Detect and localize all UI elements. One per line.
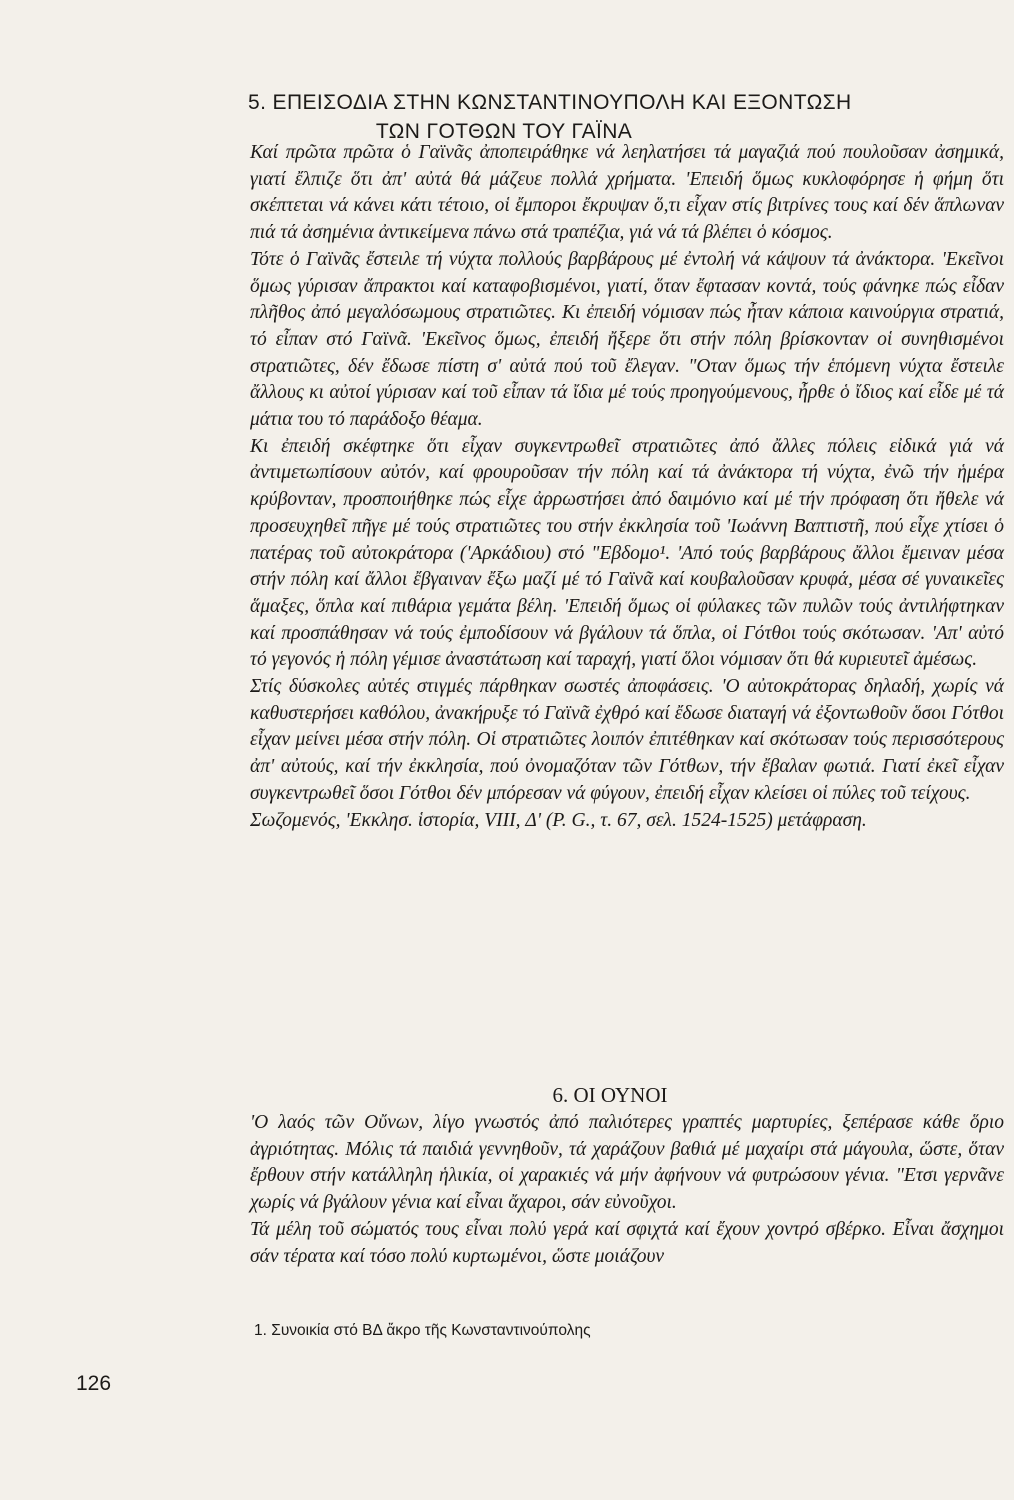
footnote: 1. Συνοικία στό ΒΔ ἄκρο τῆς Κωνσταντινούπολης: [254, 1322, 591, 1339]
section-5-title-line-1: 5. ΕΠΕΙΣΟΔΙΑ ΣΤΗΝ ΚΩΝΣΤΑΝΤΙΝΟΥΠΟΛΗ ΚΑΙ ΕΞΟΝΤΩΣΗ: [248, 91, 852, 114]
section-6-title: 6. ΟΙ ΟΥΝΟΙ: [552, 1083, 668, 1107]
section-6-body: 'Ο λαός τῶν Οὔνων, λίγο γνωστός ἀπό παλιότερες γραπτές μαρτυρίες, ξεπέρασε κάθε ὅριο ἀγριότητας. Μόλις τά παιδιά γεννηθοῦν, τά χαράζουν βαθιά μέ μαχαίρι στά μάγουλα, ὥστε, ὅταν ἔρθουν στήν κατάλληλη ἡλικία, οἱ χαρακιές νά μήν ἀφήνουν νά φυτρώσουν γένια. "Ετσι γερνᾶνε χωρίς νά βγάλουν γένια καί εἶναι ἄχαροι, σάν εὐνοῦχοι. Τά μέλη τοῦ σώματός τους εἶναι πολύ γερά καί σφιχτά καί ἔχουν χοντρό σβέρκο. Εἶναι ἄσχημοι σάν τέρατα καί τόσο πολύ κυρτωμένοι, ὥστε μοιάζουν: [250, 1112, 1004, 1267]
section-5-body: Καί πρῶτα πρῶτα ὁ Γαϊνᾶς ἀποπειράθηκε νά λεηλατήσει τά μαγαζιά πού πουλοῦσαν ἀσημικά, γιατί ἔλπιζε ὅτι ἀπ' αὐτά θά μάζευε πολλά χρήματα. 'Επειδή ὅμως κυκλοφόρησε ἡ φήμη ὅτι σκέπτεται νά κάνει κάτι τέτοιο, οἱ ἔμποροι ἔκρυψαν ὅ,τι εἶχαν στίς βιτρίνες τους καί δέν ἅπλωναν πιά τά ἀσημένια ἀντικείμενα πάνω στά τραπέζια, γιά νά τά βλέπει ὁ κόσμος. Τότε ὁ Γαϊνᾶς ἔστειλε τή νύχτα πολλούς βαρβάρους μέ ἐντολή νά κάψουν τά ἀνάκτορα. 'Εκεῖνοι ὅμως γύρισαν ἄπρακτοι καί καταφοβισμένοι, γιατί, ὅταν ἔφτασαν κοντά, τούς φάνηκε πώς εἶδαν πλῆθος ἀπό μεγαλόσωμους στρατιῶτες. Κι ἐπειδή νόμισαν πώς ἦταν κάποια καινούργια στρατιά, τό εἶπαν στό Γαϊνᾶ. 'Εκεῖνος ὅμως, ἐπειδή ἤξερε ὅτι στήν πόλη βρίσκονταν οἱ συνηθισμένοι στρατιῶτες, δέν ἔδωσε πίστη σ' αὐτά πού τοῦ ἔλεγαν. "Οταν ὅμως τήν ἑπόμενη νύχτα ἔστειλε ἄλλους κι αὐτοί γύρισαν καί τοῦ εἶπαν τά ἴδια μέ τούς προηγούμενους, ἦρθε ὁ ἴδιος καί εἶδε μέ τά μάτια του τό παράδοξο θέαμα. Κι ἐπειδή σκέφτηκε ὅτι εἶχαν συγκεντρωθεῖ στρατιῶτες ἀπό ἄλλες πόλεις εἰδικά γιά νά ἀντιμετωπίσουν αὐτόν, καί φρουροῦσαν τήν πόλη καί τά ἀνάκτορα τή νύχτα, ἐνῶ τήν ἡμέρα κρύβονταν, προσποιήθηκε πώς εἶχε ἀρρωστήσει ἀπό δαιμόνιο καί μέ τήν πρόφαση ὅτι ἤθελε νά προσευχηθεῖ πῆγε μέ τούς στρατιῶτες του στήν ἐκκλησία τοῦ 'Ιωάννη Βαπτιστῆ, πού εἶχε χτίσει ὁ πατέρας τοῦ αὐτοκράτορα ('Αρκάδιου) στό "Εβδομο¹. 'Από τούς βαρβάρους ἄλλοι ἔμειναν μέσα στήν πόλη καί ἄλλοι ἔβγαιναν ἔξω μαζί μέ τό Γαϊνᾶ καί κουβαλοῦσαν κρυφά, μέσα σέ γυναικεῖες ἅμαξες, ὅπλα καί πιθάρια γεμάτα βέλη. 'Επειδή ὅμως οἱ φύλακες τῶν πυλῶν τούς ἀντιλήφτηκαν καί προσπάθησαν νά τούς ἐμποδίσουν νά βγάλουν τά ὅπλα, οἱ Γότθοι τούς σκότωσαν. 'Απ' αὐτό τό γεγονός ἡ πόλη γέμισε ἀναστάτωση καί ταραχή, γιατί ὅλοι νόμισαν ὅτι θά κυριευτεῖ ἀμέσως. Στίς δύσκολες αὐτές στιγμές πάρθηκαν σωστές ἀποφάσεις. 'Ο αὐτοκράτορας δηλαδή, χωρίς νά καθυστερήσει καθόλου, ἀνακήρυξε τό Γαϊνᾶ ἐχθρό καί ἔδωσε διαταγή νά ἐξοντωθοῦν ὅσοι Γότθοι εἶχαν μείνει μέσα στήν πόλη. Οἱ στρατιῶτες λοιπόν ἐπιτέθηκαν καί σκότωσαν τούς περισσότερους ἀπ' αὐτούς, καί τήν ἐκκλησία, πού ὀνομαζόταν τῶν Γότθων, τήν ἔβαλαν φωτιά. Γιατί ἐκεῖ εἶχαν συγκεντρωθεῖ ὅσοι Γότθοι δέν μπόρεσαν νά φύγουν, ἐπειδή εἶχαν κλείσει οἱ πύλες τοῦ τείχους. Σωζομενός, 'Εκκλησ. ἱστορία, VIII, Δ' (P. G., τ. 67, σελ. 1524-1525) μετάφραση.: [250, 142, 1004, 831]
section-5-title-line-2: ΤΩΝ ΓΟΤΘΩΝ ΤΟΥ ΓΑΪΝΑ: [375, 120, 633, 143]
page-number: 126: [76, 1372, 112, 1395]
